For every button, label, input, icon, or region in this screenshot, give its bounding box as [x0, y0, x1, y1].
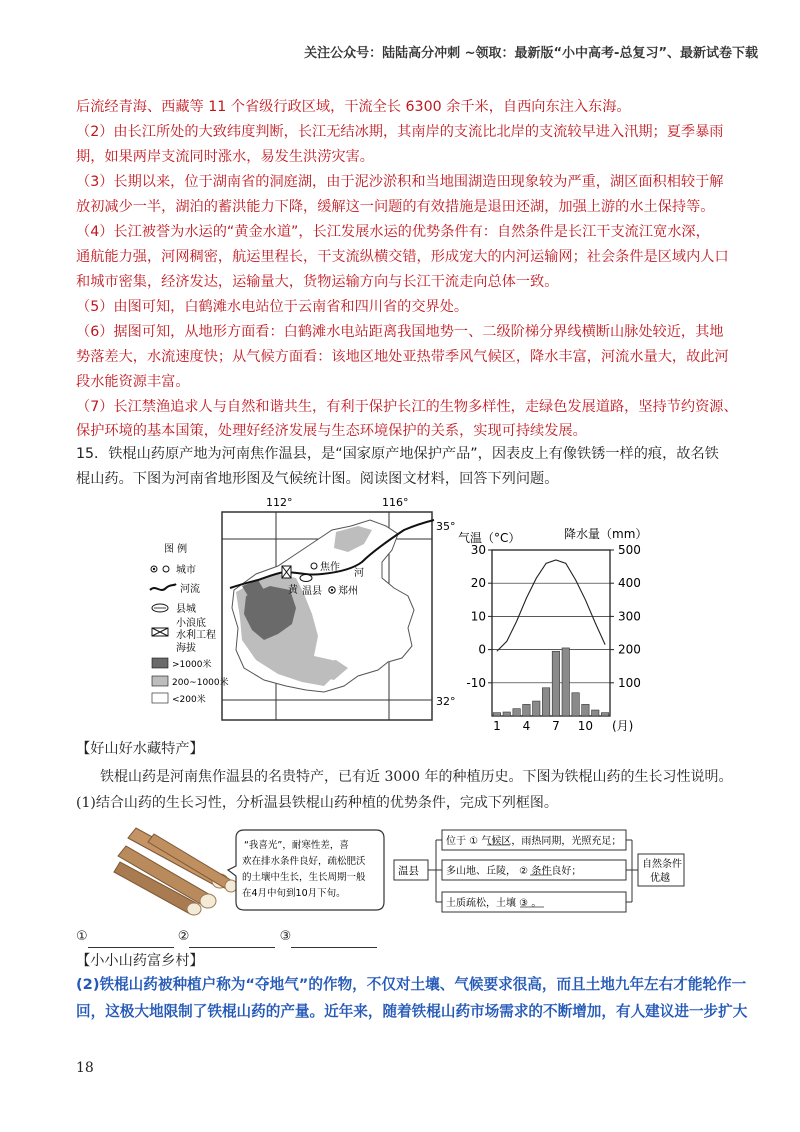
legend-low-swatch — [152, 693, 168, 703]
jiaozuo-city-icon — [311, 563, 317, 569]
legend-mid-swatch — [152, 676, 168, 686]
flow-result2: 优越 — [650, 873, 670, 884]
legend-mid: 200~1000米 — [172, 678, 229, 688]
answer-line: （4）长江被誉为水运的“黄金水道”，长江发展水运的优势条件有：自然条件是长江干支流江宽水深， — [76, 224, 710, 240]
answer-line: 保护环境的基本国策，处理好经济发展与生态环境保护的关系，实现可持续发展。 — [76, 423, 587, 439]
legend-elevation: 海拔 — [176, 643, 196, 654]
temp-axis-label: 气温（°C） — [458, 531, 521, 545]
precip-tick-label: 400 — [618, 576, 641, 591]
month-unit-label: (月) — [612, 719, 634, 733]
flow-county: 温县 — [398, 865, 419, 877]
answer-line: （5）由图可知，白鹤滩水电站位于云南省和四川省的交界处。 — [76, 299, 469, 315]
precip-bar — [601, 713, 608, 716]
month-tick-label: 10 — [577, 719, 594, 733]
wenxian-county-icon — [300, 575, 312, 582]
answer-line: 放初减少一半，湖泊的蓄洪能力下降，缓解这一问题的有效措施是退田还湖，加强上游的水土保持等。 — [76, 199, 715, 215]
blank-label-3: ③ — [279, 929, 292, 944]
precip-tick-label: 300 — [618, 609, 641, 624]
question-15-line2: 棍山药。下图为河南省地形图及气候统计图。阅读图文材料，回答下列问题。 — [76, 471, 559, 487]
precip-tick-label: 100 — [618, 675, 641, 690]
answer-blanks — [76, 926, 760, 948]
legend-high-swatch — [152, 658, 168, 668]
month-tick-label: 1 — [493, 719, 501, 733]
flow-row1: 位于 ① 气候区，雨热同期，光照充足； — [446, 836, 622, 847]
page-header: 关注公众号：陆陆高分冲刺 ~领取：最新版“小中高考-总复习”、最新试卷下载 — [304, 46, 758, 61]
temp-tick-label: 10 — [470, 609, 486, 624]
lon-label-112: 112° — [266, 496, 293, 509]
legend-river: 河流 — [180, 584, 200, 595]
growth-habit-bubble — [228, 824, 388, 920]
precip-bar — [523, 704, 530, 716]
legend-dam-line1: 小浪底 — [176, 618, 206, 629]
legend-low: <200米 — [172, 695, 206, 705]
page-number: 18 — [76, 1060, 94, 1076]
precip-bar — [552, 651, 559, 716]
answer-line: 段水能资源丰富。 — [76, 374, 190, 390]
yam-icon — [114, 828, 237, 915]
question-2-line1: (2)铁棍山药被种植户称为“夺地气”的作物，不仅对土壤、气候要求很高，而且土地九年左右才能轮作一 — [76, 976, 747, 993]
bubble-line4: 在4月中旬到10月下旬。 — [242, 888, 346, 899]
legend-county: 县城 — [176, 604, 196, 615]
question-1: (1)结合山药的生长习性，分析温县铁棍山药种植的优势条件，完成下列框图。 — [76, 795, 558, 811]
legend-dam-line2: 水利工程 — [176, 630, 216, 641]
answer-line: 势落差大，水流速度快；从气候方面看：该地区地处亚热带季风气候区，降水丰富，河流水量大，故此河 — [76, 349, 729, 365]
wenxian-label: 温县 — [302, 586, 322, 597]
answer-line: （2）由长江所处的大致纬度判断，长江无结冰期，其南岸的支流比北岸的支流较早进入汛期；夏季暴雨 — [76, 124, 724, 140]
flow-result1: 自然条件 — [642, 859, 682, 870]
month-tick-label: 7 — [552, 719, 560, 733]
answer-line: 后流经青海、西藏等 11 个省级行政区域，干流全长 6300 余千米，自西向东注入东海。 — [76, 99, 631, 115]
intro-paragraph: 铁棍山药是河南焦作温县的名贵特产，已有近 3000 年的种植历史。下图为铁棍山药的生长习性说明。 — [100, 769, 733, 785]
zhengzhou-label: 郑州 — [338, 586, 358, 597]
yam-photo — [108, 826, 238, 916]
answer-line: 和城市密集，经济发达，运输量大，货物运输方向与长江干流走向总体一致。 — [76, 274, 559, 290]
huang-label: 黄 — [288, 585, 298, 596]
temp-tick-label: -10 — [466, 675, 486, 690]
legend-city: 城市 — [176, 565, 196, 576]
precip-bar — [582, 704, 589, 716]
blank-3[interactable] — [291, 947, 377, 948]
precip-bar — [533, 701, 540, 716]
section1-title: 【好山好水藏特产】 — [76, 741, 204, 757]
advantage-flow-diagram — [390, 826, 690, 918]
lat-label-32: 32° — [436, 695, 456, 708]
bubble-line2: 欢在排水条件良好，疏松肥沃 — [242, 856, 366, 867]
legend-high: >1000米 — [172, 660, 212, 670]
precip-bar — [513, 709, 520, 716]
section2-title: 【小小山药富乡村】 — [76, 953, 204, 969]
month-tick-label: 4 — [522, 719, 531, 733]
he-label: 河 — [354, 568, 364, 579]
precip-bar — [592, 710, 599, 716]
blank-1[interactable] — [88, 947, 174, 948]
answer-line: 期，如果两岸支流同时涨水，易发生洪涝灾害。 — [76, 149, 374, 165]
answer-line: 通航能力强，河网稠密，航运里程长，干支流纵横交错，形成宠大的内河运输网；社会条件是区域内人口 — [76, 249, 729, 265]
blank-label-2: ② — [177, 929, 190, 944]
precip-tick-label: 500 — [618, 543, 641, 557]
flow-row2: 多山地、丘陵， ② 条件良好； — [446, 866, 582, 877]
answer-line: （3）长期以来，位于湖南省的洞庭湖，由于泥沙淤积和当地围湖造田现象较为严重，湖区面积相较于解 — [76, 174, 724, 190]
chart-frame — [492, 550, 610, 716]
temperature-line — [497, 560, 605, 651]
climate-chart — [450, 520, 670, 740]
legend-river-icon — [150, 584, 176, 590]
lon-label-116: 116° — [382, 496, 409, 509]
answer-line: （6）据图可知，从地形方面看：白鹤滩水电站距离我国地势一、二级阶梯分界线横断山脉处较近，其地 — [76, 324, 724, 340]
blank-label-1: ① — [76, 929, 88, 944]
precip-bar — [542, 688, 549, 716]
bubble-line1: “我喜光”，耐寒性差，喜 — [244, 840, 349, 851]
flow-row3: 土质疏松，土壤 ③ 。 — [446, 898, 542, 909]
precip-bar — [503, 712, 510, 716]
answer-line: （7）长江禁渔追求人与自然和谐共生，有利于保护长江的生物多样性，走绿色发展道路，坚持节约资源、 — [76, 399, 738, 415]
temp-tick-label: 0 — [478, 642, 486, 657]
precip-tick-label: 200 — [618, 642, 641, 657]
temp-tick-label: 30 — [470, 543, 486, 557]
precip-bar — [572, 693, 579, 716]
lat-label-35: 35° — [436, 520, 456, 533]
precip-bar — [562, 648, 569, 716]
precip-bar — [493, 713, 500, 716]
question-2-line2: 回，这极大地限制了铁棍山药的产量。近年来，随着铁棍山药市场需求的不断增加，有人建议进一步扩大 — [76, 1003, 748, 1020]
blank-2[interactable] — [189, 947, 275, 948]
henan-terrain-map — [146, 490, 456, 740]
bubble-line3: 的土壤中生长，生长周期一般 — [242, 872, 366, 883]
jiaozuo-label: 焦作 — [320, 562, 340, 573]
temp-tick-label: 20 — [470, 576, 486, 591]
legend-title: 图 例 — [164, 544, 188, 555]
precip-axis-label: 降水量（mm） — [564, 527, 648, 541]
question-15-line1: 15．铁棍山药原产地为河南焦作温县，是“国家原产地保护产品”，因表皮上有像铁锈一样的痕，故名铁 — [76, 446, 719, 462]
